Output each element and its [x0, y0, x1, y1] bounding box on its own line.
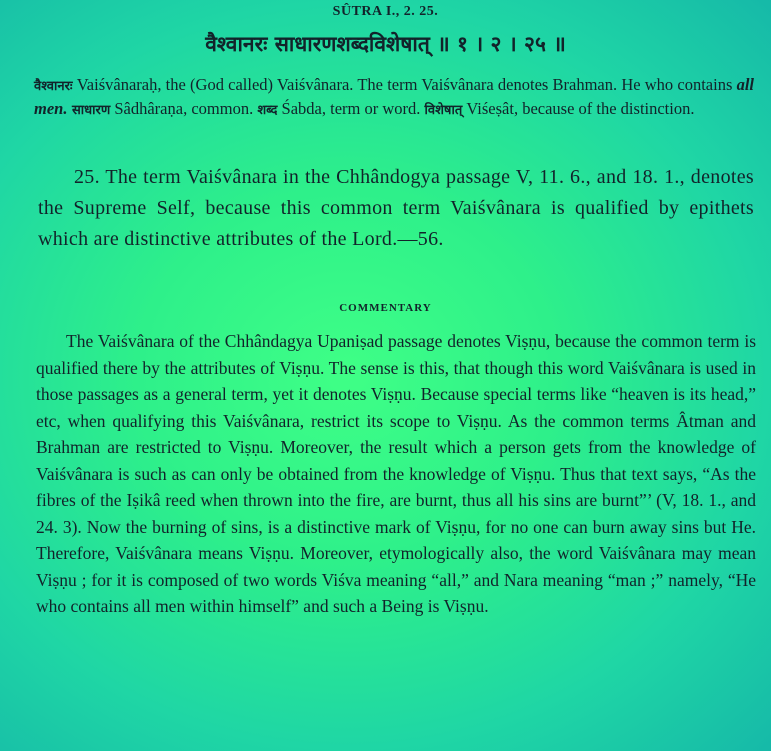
gloss-word-devanagari: साधारण [67, 102, 111, 118]
gloss-text: Viśeṣât, because of the distinction. [462, 98, 695, 118]
gloss-emphasis: all men. [34, 75, 754, 118]
sutra-devanagari: वैश्वानरः साधारणशब्दविशेषात् ॥ १ । २ । २५ ॥ [205, 32, 566, 56]
commentary-heading: COMMENTARY [339, 302, 432, 314]
gloss-text: Śabda, term or word. [277, 98, 425, 118]
commentary-section [36, 328, 756, 620]
commentary-body: The Vaiśvânara of the Chhândagya Upaniṣad passage denotes Viṣṇu, because the common term is qualified there by the attributes of Viṣṇu. The sense is this, that though this word Vaiśvânara is used in those passages as a general term, yet it denotes Viṣṇu. Because special terms like “heaven is its head,” etc, when qualifying this Vaiśvânara, restrict its scope to Viṣṇu. As the common terms Âtman and Brahman are restricted to Viṣṇu. Moreover, the result which a person gets from the knowledge of Vaiśvânara is such as can only be obtained from the knowledge of Viṣṇu. Thus that text says, “As the fibres of the Iṣikâ reed when thrown into the fire, are burnt, thus all his sins are burnt”’ (V, 18. 1., and 24. 3). Now the burning of sins, is a distinctive mark of Viṣṇu, for no one can burn away sins but He. Therefore, Vaiśvânara means Viṣṇu. Moreover, etymologically also, the word Vaiśvânara may mean Viṣṇu ; for it is composed of two words Viśva meaning “all,” and Nara meaning “man ;” namely, “He who contains all men within himself” and such a Being is Viṣṇu. [36, 331, 756, 616]
gloss-word-devanagari: शब्द [257, 102, 278, 118]
gloss-word-devanagari: वैश्वानरः [34, 79, 73, 94]
sutra-translation [38, 162, 754, 255]
word-gloss [34, 74, 754, 121]
gloss-text: Sâdhâraṇa, common. [110, 98, 258, 118]
running-header: SÛTRA I., 2. 25. [332, 4, 439, 19]
gloss-word-devanagari: विशेषात् [424, 102, 463, 118]
gloss-text: Vaiśvânaraḥ, the (God called) Vaiśvânara. The term Vaiśvânara denotes Brahman. He who contains [72, 75, 737, 94]
sutra-number: 25. [74, 166, 100, 188]
sutra-translation-text: The term Vaiśvânara in the Chhândogya passage V, 11. 6., and 18. 1., denotes the Supreme Self, because this common term Vaiśvânara is qualified by epithets which are distinctive attributes of the Lord.—56. [38, 166, 754, 250]
